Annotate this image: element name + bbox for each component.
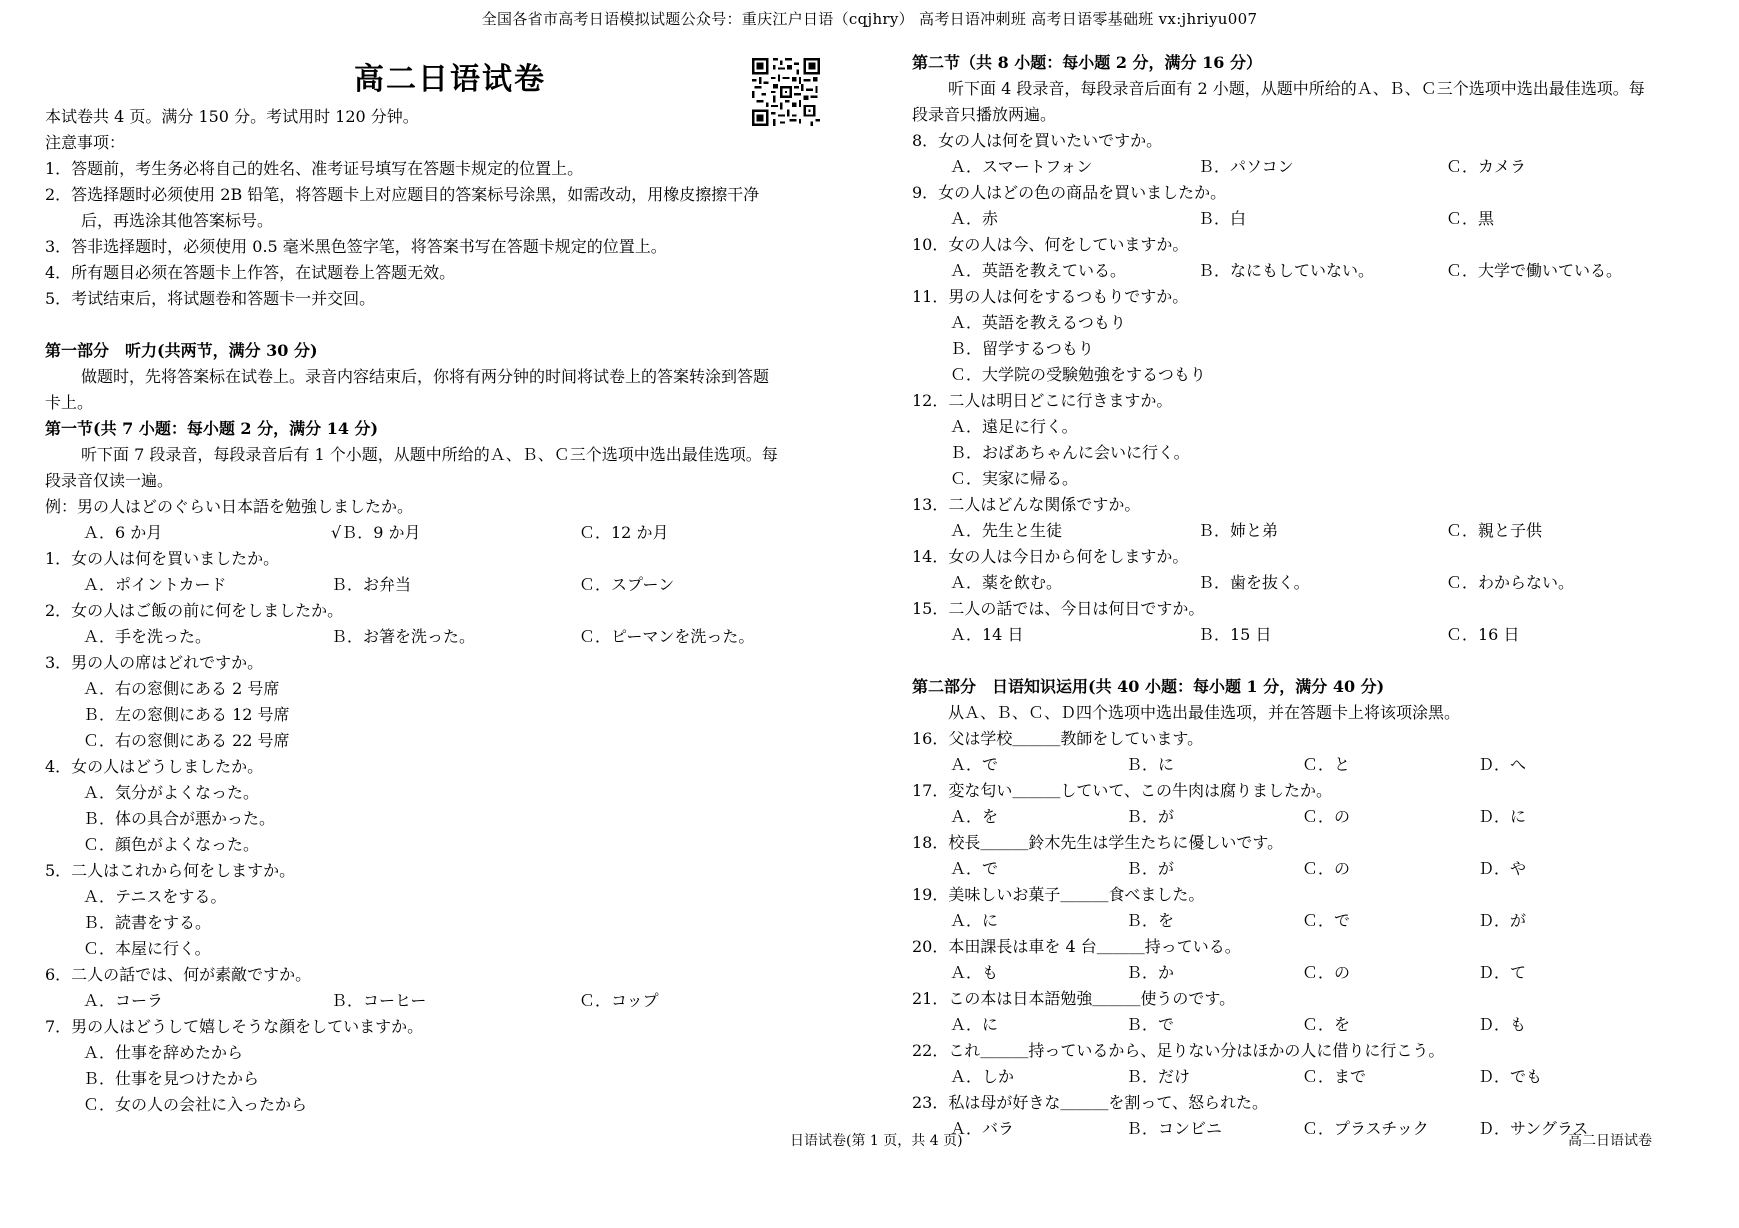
question-21-options — [912, 1012, 1712, 1038]
option-c: Ｃ．の — [1302, 859, 1351, 878]
option-d: Ｄ．て — [1478, 963, 1527, 982]
footer-exam-name: 高二日语试卷 — [1568, 1133, 1652, 1149]
option-a: Ａ．も — [950, 963, 999, 982]
intro-line: 本试卷共 4 页。满分 150 分。考试用时 120 分钟。 — [45, 107, 419, 126]
option-c: Ｃ．実家に帰る。 — [950, 469, 1079, 488]
notice-heading: 注意事项： — [45, 133, 126, 152]
left-column — [45, 48, 855, 1118]
question-20-options — [912, 960, 1712, 986]
option-a: Ａ．コーラ — [83, 991, 164, 1010]
option-a: Ａ．バラ — [950, 1119, 1015, 1138]
option-b: Ｂ．なにもしていない。 — [1198, 261, 1375, 280]
option-b: Ｂ．に — [1126, 755, 1175, 774]
option-c: Ｃ．本屋に行く。 — [83, 939, 211, 958]
option-a: Ａ．右の窓側にある 2 号席 — [83, 679, 280, 698]
option-c: Ｃ．右の窓側にある 22 号席 — [83, 731, 290, 750]
question-17: 17．変な匂い＿＿＿していて、この牛肉は腐りましたか。 — [912, 781, 1333, 800]
option-c: Ｃ．大学で働いている。 — [1446, 261, 1623, 280]
question-2-options — [45, 624, 855, 650]
notice-item: 2．答选择题时必须使用 2B 铅笔，将答题卡上对应题目的答案标号涂黑，如需改动，用橡皮擦擦干净 — [45, 185, 760, 204]
part1-heading: 第一部分 听力(共两节，满分 30 分) — [45, 341, 318, 360]
option-b: Ｂ．お弁当 — [331, 575, 412, 594]
option-b: Ｂ．白 — [1198, 209, 1247, 228]
option-a: Ａ．に — [950, 911, 999, 930]
option-c: Ｃ．の — [1302, 963, 1351, 982]
section1-desc: 听下面 7 段录音，每段录音后有 1 个小题，从题中所给的Ａ、Ｂ、Ｃ三个选项中选出最佳选项。每 — [81, 445, 778, 464]
option-c: Ｃ．女の人の会社に入ったから — [83, 1095, 308, 1114]
option-a: Ａ．6 か月 — [83, 523, 163, 542]
option-a: Ａ．気分がよくなった。 — [83, 783, 260, 802]
option-c: Ｃ．の — [1302, 807, 1351, 826]
title-area — [45, 48, 855, 104]
option-a: Ａ．先生と生徒 — [950, 521, 1063, 540]
section2-heading: 第二节（共 8 小题：每小题 2 分，满分 16 分） — [912, 53, 1262, 72]
option-c: Ｃ．で — [1302, 911, 1351, 930]
part1-desc: 做题时，先将答案标在试卷上。录音内容结束后，你将有两分钟的时间将试卷上的答案转涂到答题 — [81, 367, 770, 386]
option-c: Ｃ．を — [1302, 1015, 1351, 1034]
option-a: Ａ．で — [950, 859, 999, 878]
question-11: 11．男の人は何をするつもりですか。 — [912, 287, 1189, 306]
option-d: Ｄ．でも — [1478, 1067, 1543, 1086]
option-a: Ａ．遠足に行く。 — [950, 417, 1078, 436]
question-6: 6．二人の話では、何が素敵ですか。 — [45, 965, 312, 984]
option-c: Ｃ．大学院の受験勉強をするつもり — [950, 365, 1206, 384]
option-b: √Ｂ．9 か月 — [331, 523, 421, 542]
option-a: Ａ．テニスをする。 — [83, 887, 227, 906]
option-d: Ｄ．や — [1478, 859, 1527, 878]
question-4: 4．女の人はどうしましたか。 — [45, 757, 264, 776]
notice-item: 1．答题前，考生务必将自己的姓名、准考证号填写在答题卡规定的位置上。 — [45, 159, 584, 178]
question-3: 3．男の人の席はどれですか。 — [45, 653, 264, 672]
example-question: 例：男の人はどのぐらい日本語を勉強しましたか。 — [45, 497, 414, 516]
option-b: Ｂ．が — [1126, 807, 1175, 826]
option-a: Ａ．しか — [950, 1067, 1015, 1086]
option-a: Ａ．スマートフォン — [950, 157, 1093, 176]
question-23: 23．私は母が好きな＿＿＿を割って、怒られた。 — [912, 1093, 1269, 1112]
option-c: Ｃ．親と子供 — [1446, 521, 1543, 540]
option-a: Ａ．英語を教えている。 — [950, 261, 1127, 280]
top-banner: 全国各省市高考日语模拟试题公众号：重庆江户日语（cqjhry） 高考日语冲刺班 高考日语零基础班 vx:jhriyu007 — [481, 10, 1258, 28]
question-9-options — [912, 206, 1712, 232]
question-15: 15．二人の話では、今日は何日ですか。 — [912, 599, 1205, 618]
option-a: Ａ．ポイントカード — [83, 575, 227, 594]
section2-desc-cont: 段录音只播放两遍。 — [912, 105, 1057, 124]
notice-item: 3．答非选择题时，必须使用 0.5 毫米黑色签字笔，将答案书写在答题卡规定的位置上。 — [45, 237, 667, 256]
option-a: Ａ．に — [950, 1015, 999, 1034]
notice-item-cont: 后，再选涂其他答案标号。 — [81, 211, 274, 230]
option-d: Ｄ．も — [1478, 1015, 1527, 1034]
option-a: Ａ．赤 — [950, 209, 999, 228]
qr-code-icon — [752, 58, 820, 126]
question-8: 8．女の人は何を買いたいですか。 — [912, 131, 1163, 150]
option-a: Ａ．を — [950, 807, 999, 826]
option-b: Ｂ．歯を抜く。 — [1198, 573, 1310, 592]
question-14: 14．女の人は今日から何をしますか。 — [912, 547, 1189, 566]
option-b: Ｂ．か — [1126, 963, 1175, 982]
question-18: 18．校長＿＿＿鈴木先生は学生たちに優しいです。 — [912, 833, 1284, 852]
question-14-options — [912, 570, 1712, 596]
option-d: Ｄ．サングラス — [1478, 1119, 1589, 1138]
option-b: Ｂ．だけ — [1126, 1067, 1191, 1086]
option-a: Ａ．薬を飲む。 — [950, 573, 1063, 592]
option-c: Ｃ．スプーン — [579, 575, 675, 594]
part2-heading: 第二部分 日语知识运用(共 40 小题：每小题 1 分，满分 40 分) — [912, 677, 1385, 696]
option-c: Ｃ．と — [1302, 755, 1351, 774]
section2-desc: 听下面 4 段录音，每段录音后面有 2 小题，从题中所给的Ａ、Ｂ、Ｃ三个选项中选出最佳选项。每 — [948, 79, 1645, 98]
notice-item: 4．所有题目必须在答题卡上作答，在试题卷上答题无效。 — [45, 263, 456, 282]
part2-desc: 从Ａ、Ｂ、Ｃ、Ｄ四个选项中选出最佳选项，并在答题卡上将该项涂黑。 — [948, 703, 1461, 722]
question-19: 19．美味しいお菓子＿＿＿食べました。 — [912, 885, 1205, 904]
question-16-options — [912, 752, 1712, 778]
option-b: Ｂ．留学するつもり — [950, 339, 1094, 358]
question-20: 20．本田課長は車を 4 台＿＿＿持っている。 — [912, 937, 1241, 956]
option-b: Ｂ．読書をする。 — [83, 913, 212, 932]
notice-item: 5．考试结束后，将试题卷和答题卡一并交回。 — [45, 289, 376, 308]
option-b: Ｂ．姉と弟 — [1198, 521, 1279, 540]
question-1-options — [45, 572, 855, 598]
question-10-options — [912, 258, 1712, 284]
option-b: Ｂ．コンビニ — [1126, 1119, 1223, 1138]
option-c: Ｃ．黒 — [1446, 209, 1495, 228]
option-a: Ａ．英語を教えるつもり — [950, 313, 1126, 332]
question-12: 12．二人は明日どこに行きますか。 — [912, 391, 1173, 410]
question-16: 16．父は学校＿＿＿教師をしています。 — [912, 729, 1204, 748]
option-b: Ｂ．仕事を見つけたから — [83, 1069, 260, 1088]
right-column — [912, 50, 1712, 1142]
option-b: Ｂ．コーヒー — [331, 991, 427, 1010]
part1-desc-cont: 卡上。 — [45, 393, 94, 412]
option-b: Ｂ．を — [1126, 911, 1175, 930]
option-b: Ｂ．で — [1126, 1015, 1175, 1034]
option-c: Ｃ．コップ — [579, 991, 659, 1010]
option-a: Ａ．仕事を辞めたから — [83, 1043, 244, 1062]
option-c: Ｃ．ピーマンを洗った。 — [579, 627, 755, 646]
option-c: Ｃ．カメラ — [1446, 157, 1527, 176]
question-15-options — [912, 622, 1712, 648]
question-22: 22．これ＿＿＿持っているから、足りない分はほかの人に借りに行こう。 — [912, 1041, 1445, 1060]
option-b: Ｂ．が — [1126, 859, 1175, 878]
option-c: Ｃ．プラスチック — [1302, 1119, 1429, 1138]
option-a: Ａ．手を洗った。 — [83, 627, 212, 646]
question-8-options — [912, 154, 1712, 180]
option-b: Ｂ．お箸を洗った。 — [331, 627, 476, 646]
option-d: Ｄ．へ — [1478, 755, 1527, 774]
question-17-options — [912, 804, 1712, 830]
question-13-options — [912, 518, 1712, 544]
option-c: Ｃ．まで — [1302, 1067, 1367, 1086]
option-c: Ｃ．顔色がよくなった。 — [83, 835, 260, 854]
exam-title: 高二日语试卷 — [354, 62, 546, 97]
question-9: 9．女の人はどの色の商品を買いましたか。 — [912, 183, 1227, 202]
question-19-options — [912, 908, 1712, 934]
option-b: Ｂ．おばあちゃんに会いに行く。 — [950, 443, 1190, 462]
question-5: 5．二人はこれから何をしますか。 — [45, 861, 296, 880]
page-footer: 日语试卷(第 1 页，共 4 页) — [790, 1133, 963, 1149]
example-options — [45, 520, 855, 546]
question-22-options — [912, 1064, 1712, 1090]
option-b: Ｂ．15 日 — [1198, 625, 1272, 644]
question-2: 2．女の人はご飯の前に何をしましたか。 — [45, 601, 344, 620]
option-c: Ｃ．16 日 — [1446, 625, 1520, 644]
option-b: Ｂ．パソコン — [1198, 157, 1294, 176]
option-a: Ａ．14 日 — [950, 625, 1024, 644]
question-21: 21．この本は日本語勉強＿＿＿使うのです。 — [912, 989, 1236, 1008]
question-6-options — [45, 988, 855, 1014]
option-c: Ｃ．わからない。 — [1446, 573, 1575, 592]
question-10: 10．女の人は今、何をしていますか。 — [912, 235, 1189, 254]
option-d: Ｄ．に — [1478, 807, 1527, 826]
option-d: Ｄ．が — [1478, 911, 1527, 930]
section1-desc-cont: 段录音仅读一遍。 — [45, 471, 174, 490]
question-1: 1．女の人は何を買いましたか。 — [45, 549, 280, 568]
option-b: Ｂ．左の窓側にある 12 号席 — [83, 705, 290, 724]
option-a: Ａ．で — [950, 755, 999, 774]
question-13: 13．二人はどんな関係ですか。 — [912, 495, 1141, 514]
question-18-options — [912, 856, 1712, 882]
option-b: Ｂ．体の具合が悪かった。 — [83, 809, 276, 828]
section1-heading: 第一节(共 7 小题：每小题 2 分，满分 14 分) — [45, 419, 379, 438]
question-7: 7．男の人はどうして嬉しそうな顔をしていますか。 — [45, 1017, 424, 1036]
option-c: Ｃ．12 か月 — [579, 523, 669, 542]
